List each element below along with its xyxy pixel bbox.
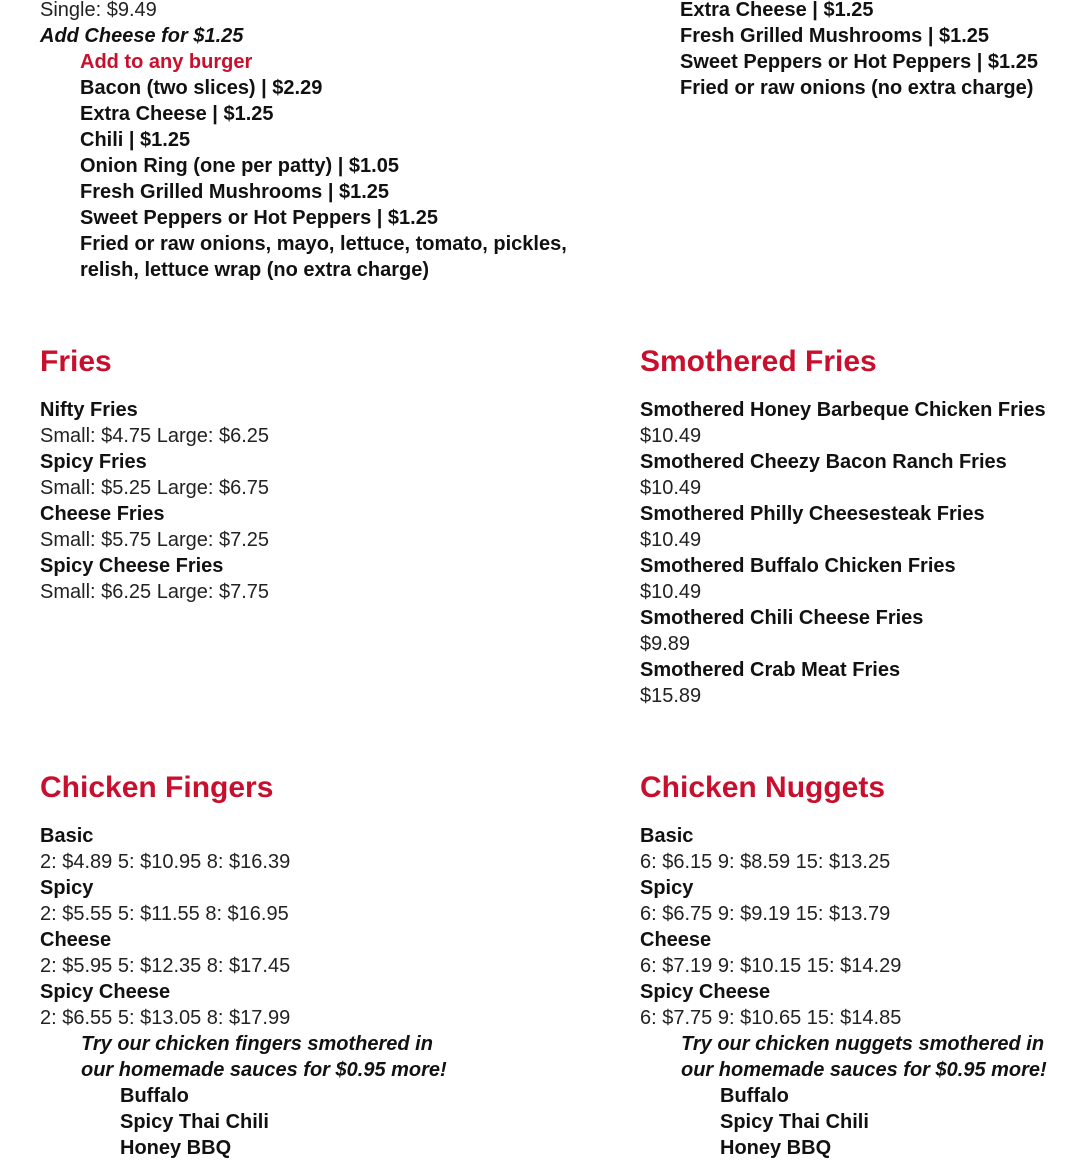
- menu-item-name: Basic: [40, 825, 94, 847]
- addon-item: Fresh Grilled Mushrooms | $1.25: [80, 181, 390, 203]
- addon-item: Sweet Peppers or Hot Peppers | $1.25: [80, 207, 438, 229]
- chicken-nuggets-section-title: Chicken Nuggets: [640, 771, 886, 804]
- addon-heading: Add to any burger: [80, 51, 253, 73]
- menu-item-name: Basic: [640, 825, 694, 847]
- menu-item-prices: 2: $4.89 5: $10.95 8: $16.39: [40, 851, 291, 873]
- menu-item-price: $10.49: [640, 477, 702, 499]
- addon-item: Onion Ring (one per patty) | $1.05: [80, 155, 399, 177]
- menu-item-prices: 2: $6.55 5: $13.05 8: $17.99: [40, 1007, 291, 1029]
- nuggets-sauce-promo: [681, 1031, 1047, 1083]
- burger-addon-list-right: [680, 0, 1038, 101]
- addon-item: Extra Cheese | $1.25: [680, 0, 874, 21]
- sauce-item: Buffalo: [120, 1085, 189, 1107]
- promo-line: our homemade sauces for $0.95 more!: [81, 1059, 447, 1081]
- promo-line: Try our chicken fingers smothered in: [81, 1033, 433, 1055]
- menu-item-name: Cheese Fries: [40, 503, 165, 525]
- sauce-item: Spicy Thai Chili: [120, 1111, 269, 1133]
- menu-item-name: Smothered Cheezy Bacon Ranch Fries: [640, 451, 1007, 473]
- sauce-item: Buffalo: [720, 1085, 789, 1107]
- menu-item-prices: Small: $4.75 Large: $6.25: [40, 425, 270, 447]
- add-cheese-note: Add Cheese for $1.25: [40, 25, 244, 47]
- chicken-nuggets-list: [640, 823, 901, 1031]
- sauce-item: Spicy Thai Chili: [720, 1111, 869, 1133]
- menu-item-name: Spicy Cheese Fries: [40, 555, 224, 577]
- menu-item-price: $10.49: [640, 529, 702, 551]
- menu-item-name: Smothered Crab Meat Fries: [640, 659, 901, 681]
- addon-item: Fresh Grilled Mushrooms | $1.25: [680, 25, 990, 47]
- chicken-fingers-section-title: Chicken Fingers: [40, 771, 274, 804]
- menu-item-name: Spicy Cheese: [640, 981, 771, 1003]
- menu-item-prices: 2: $5.95 5: $12.35 8: $17.45: [40, 955, 291, 977]
- nuggets-sauce-list: [720, 1083, 869, 1161]
- menu-item-prices: Small: $5.25 Large: $6.75: [40, 477, 270, 499]
- menu-item-price: $10.49: [640, 581, 702, 603]
- chicken-fingers-list: [40, 823, 290, 1031]
- menu-item-name: Spicy: [40, 877, 94, 899]
- menu-item-prices: Small: $6.25 Large: $7.75: [40, 581, 270, 603]
- smothered-fries-list: [640, 397, 1046, 709]
- menu-item-prices: 2: $5.55 5: $11.55 8: $16.95: [40, 903, 289, 925]
- addon-item: relish, lettuce wrap (no extra charge): [80, 259, 429, 281]
- menu-item-price: $15.89: [640, 685, 702, 707]
- menu-item-prices: 6: $6.15 9: $8.59 15: $13.25: [640, 851, 891, 873]
- fries-list: [40, 397, 269, 605]
- menu-item-price: $10.49: [640, 425, 702, 447]
- menu-item-name: Smothered Philly Cheesesteak Fries: [640, 503, 985, 525]
- burger-addon-list: [80, 75, 567, 283]
- menu-item-name: Smothered Buffalo Chicken Fries: [640, 555, 956, 577]
- menu-item-name: Cheese: [640, 929, 712, 951]
- addon-item: Extra Cheese | $1.25: [80, 103, 274, 125]
- menu-item-name: Cheese: [40, 929, 112, 951]
- burger-single-price: Single: $9.49: [40, 0, 157, 21]
- promo-line: our homemade sauces for $0.95 more!: [681, 1059, 1047, 1081]
- menu-item-prices: 6: $7.19 9: $10.15 15: $14.29: [640, 955, 902, 977]
- smothered-fries-section-title: Smothered Fries: [640, 345, 877, 378]
- menu-item-price: $9.89: [640, 633, 691, 655]
- addon-item: Sweet Peppers or Hot Peppers | $1.25: [680, 51, 1038, 73]
- fingers-sauce-promo: [81, 1031, 447, 1083]
- fingers-sauce-list: [120, 1083, 269, 1161]
- addon-item: Fried or raw onions (no extra charge): [680, 77, 1034, 99]
- menu-item-prices: 6: $7.75 9: $10.65 15: $14.85: [640, 1007, 902, 1029]
- menu-item-prices: Small: $5.75 Large: $7.25: [40, 529, 270, 551]
- addon-item: Bacon (two slices) | $2.29: [80, 77, 323, 99]
- menu-item-name: Spicy Fries: [40, 451, 147, 473]
- addon-item: Chili | $1.25: [80, 129, 191, 151]
- menu-item-name: Smothered Chili Cheese Fries: [640, 607, 924, 629]
- promo-line: Try our chicken nuggets smothered in: [681, 1033, 1045, 1055]
- menu-item-name: Nifty Fries: [40, 399, 138, 421]
- menu-item-name: Spicy Cheese: [40, 981, 171, 1003]
- fries-section-title: Fries: [40, 345, 112, 378]
- sauce-item: Honey BBQ: [720, 1137, 832, 1159]
- menu-item-name: Spicy: [640, 877, 694, 899]
- menu-item-name: Smothered Honey Barbeque Chicken Fries: [640, 399, 1046, 421]
- addon-item: Fried or raw onions, mayo, lettuce, tomato, pickles,: [80, 233, 567, 255]
- menu-item-prices: 6: $6.75 9: $9.19 15: $13.79: [640, 903, 891, 925]
- sauce-item: Honey BBQ: [120, 1137, 232, 1159]
